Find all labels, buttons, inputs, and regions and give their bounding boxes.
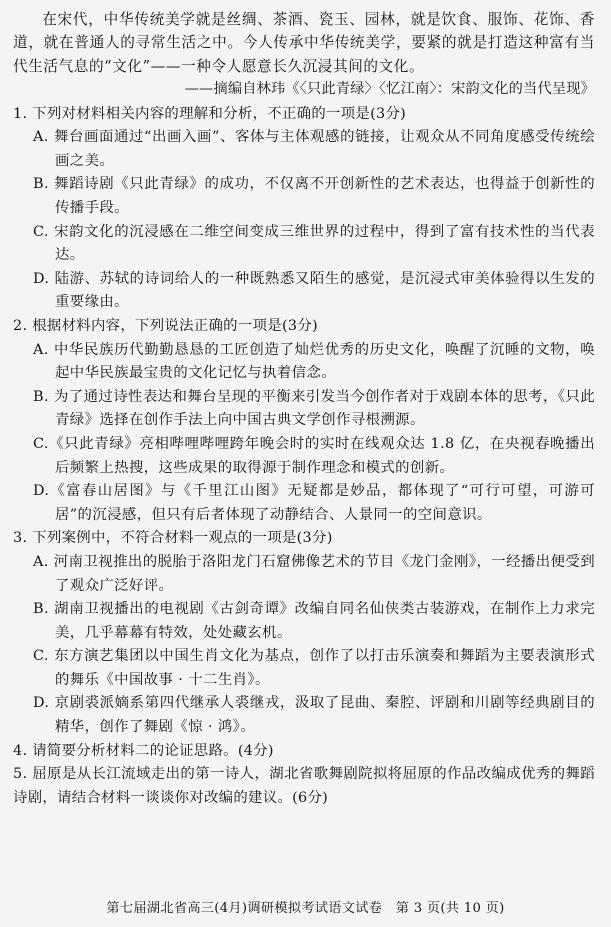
option-d: D.《富春山居图》与《千里江山图》无疑都是妙品，都体现了“可行可望，可游可居”的沉浸感，但只有后者体现了动静结合、人景同一的空间意识。 — [33, 483, 595, 523]
option-c: C.《只此青绿》亮相哔哩哔哩跨年晚会时的实时在线观众达 1.8 亿，在央视春晚播出后频繁上热搜，这些成果的取得源于制作理念和模式的创新。 — [33, 435, 595, 476]
option-a: A. 中华民族历代勤勤恳恳的工匠创造了灿烂优秀的历史文化，唤醒了沉睡的文物，唤起中华民族最宝贵的文化记忆与执着信念。 — [33, 341, 595, 382]
source-citation: ——摘编自林玮《〈只此青绿〉〈忆江南〉：宋韵文化的当代呈现》 — [184, 81, 595, 98]
page-footer: 第七届湖北省高三(4月)调研模拟考试语文试卷 第 3 页(共 10 页) — [106, 901, 505, 916]
option-d: D. 京剧裘派嫡系第四代继承人裘继戎，汲取了昆曲、秦腔、评剧和川剧等经典剧目的精华，创作了舞剧《惊 · 鸿》。 — [33, 695, 595, 736]
question-stem: 2. 根据材料内容，下列说法正确的一项是(3分) — [13, 317, 318, 334]
question-stem: 5. 屈原是从长江流域走出的第一诗人，湖北省歌舞剧院拟将屈原的作品改编成优秀的舞蹈诗剧，请结合材料一谈谈你对改编的建议。(6分) — [13, 766, 595, 806]
question-5 — [13, 763, 595, 810]
option-c: C. 宋韵文化的沉浸感在二维空间变成三维世界的过程中，得到了富有技术性的当代表达。 — [33, 223, 595, 264]
question-stem: 3. 下列案例中，不符合材料一观点的一项是(3分) — [13, 530, 333, 547]
option-d: D. 陆游、苏轼的诗词给人的一种既熟悉又陌生的感觉，是沉浸式审美体验得以生发的重要缘由。 — [33, 270, 595, 311]
option-b: B. 为了通过诗性表达和舞台呈现的平衡来引发当今创作者对于戏剧本体的思考，《只此青绿》选择在创作手法上向中国古典文学创作寻根溯源。 — [33, 388, 595, 429]
option-a: A. 舞台画面通过“出画入画”、客体与主体观感的链接，让观众从不同角度感受传统绘画之美。 — [33, 129, 595, 169]
question-2 — [13, 315, 595, 527]
question-4 — [13, 740, 595, 764]
question-3 — [13, 527, 595, 739]
option-b: B. 湖南卫视播出的电视剧《古剑奇谭》改编自同名仙侠类古装游戏，在制作上力求完美，几乎幕幕有特效，处处藏玄机。 — [33, 601, 595, 641]
intro-paragraph: 在宋代，中华传统美学就是丝绸、茶酒、瓷玉、园林，就是饮食、服饰、花饰、香道，就在普通人的寻常生活之中。今人传承中华传统美学，要紧的就是打造这种富有当代生活气息的“文化”——一种令人愿意长久沉浸其间的文化。 — [13, 11, 595, 75]
question-stem: 1. 下列对材料相关内容的理解和分析，不正确的一项是(3分) — [13, 105, 407, 122]
question-1 — [13, 103, 595, 315]
question-stem: 4. 请简要分析材料二的论证思路。(4分) — [13, 742, 274, 759]
option-b: B. 舞蹈诗剧《只此青绿》的成功，不仅离不开创新性的艺术表达，也得益于创新性的传播手段。 — [33, 176, 595, 216]
option-c: C. 东方演艺集团以中国生肖文化为基点，创作了以打击乐演奏和舞蹈为主要表演形式的舞乐《中国故事 · 十二生肖》。 — [33, 648, 595, 688]
option-a: A. 河南卫视推出的脱胎于洛阳龙门石窟佛像艺术的节目《龙门金刚》，一经播出便受到了观众广泛好评。 — [33, 553, 595, 594]
